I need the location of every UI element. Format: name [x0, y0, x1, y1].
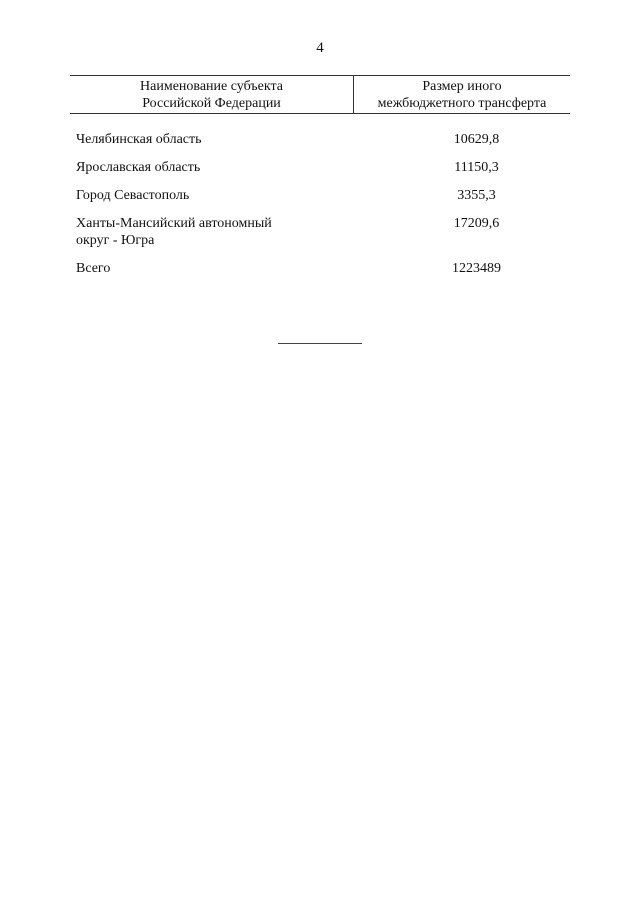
row-transfer-amount: 11150,3	[454, 160, 499, 175]
row-subject-name-line: Челябинская область	[76, 132, 202, 147]
table-row	[70, 159, 570, 176]
row-subject-name	[70, 131, 353, 148]
row-transfer-amount: 3355,3	[457, 188, 496, 203]
row-subject-name	[70, 215, 353, 249]
row-subject-name-line: округ - Югра	[76, 233, 155, 248]
row-subject-name-line: Ярославская область	[76, 160, 201, 175]
header-subject-name	[70, 76, 354, 113]
row-subject-name-line: Город Севастополь	[76, 188, 190, 203]
table-row	[70, 215, 570, 249]
header-transfer-amount	[354, 76, 570, 113]
table-row	[70, 187, 570, 204]
row-subject-name	[70, 260, 353, 277]
table-body	[70, 131, 570, 277]
transfer-table	[70, 75, 570, 288]
header-transfer-amount-line: межбюджетного трансферта	[377, 96, 547, 111]
header-subject-name-line: Наименование субъекта	[140, 79, 283, 94]
row-transfer-amount: 17209,6	[453, 216, 500, 231]
page-number: 4	[316, 40, 324, 56]
header-transfer-amount-line: Размер иного	[422, 79, 502, 94]
table-header	[70, 75, 570, 114]
row-subject-name-line: Ханты-Мансийский автономный	[76, 216, 272, 231]
header-subject-name-line: Российской Федерации	[142, 96, 281, 111]
table-row	[70, 131, 570, 148]
row-subject-name	[70, 159, 353, 176]
row-subject-name-line: Всего	[76, 261, 111, 276]
table-row-total	[70, 260, 570, 277]
row-subject-name	[70, 187, 353, 204]
row-transfer-amount: 10629,8	[453, 132, 500, 147]
row-transfer-amount: 1223489	[452, 261, 501, 276]
end-of-document-rule	[278, 343, 362, 344]
